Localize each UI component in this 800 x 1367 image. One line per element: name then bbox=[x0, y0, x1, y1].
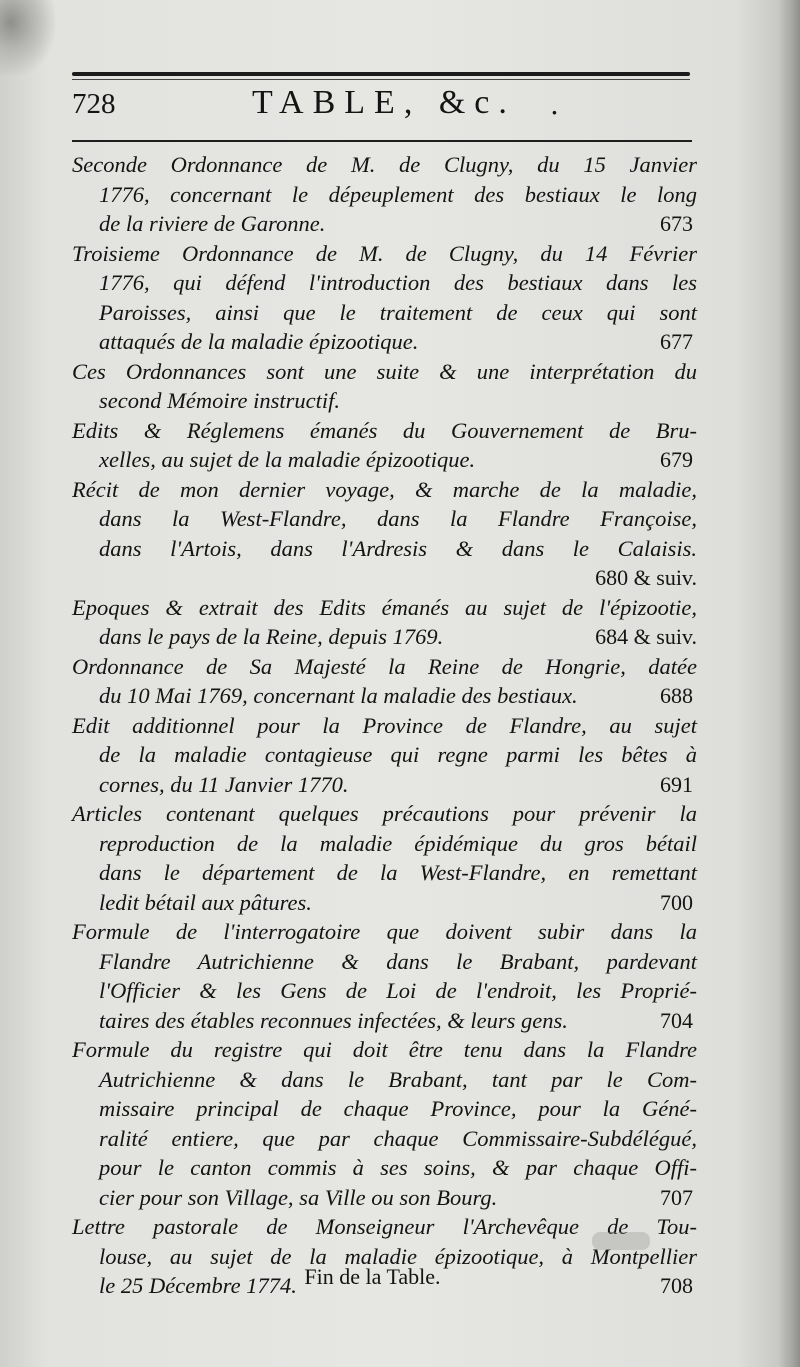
toc-page-number: 708 bbox=[660, 1273, 693, 1298]
toc-entry-line: ralité entiere, que par chaque Commissaire-Subdélégué, bbox=[99, 1125, 697, 1151]
toc-page-number: 680 & suiv. bbox=[595, 565, 697, 590]
toc-entry-line: Formule de l'interrogatoire que doivent subir dans la bbox=[72, 919, 697, 944]
toc-entry-line: Edit additionnel pour la Province de Flandre, au sujet bbox=[72, 712, 697, 738]
toc-entry bbox=[72, 711, 697, 800]
header-dot: . bbox=[550, 88, 559, 121]
toc-entry-line: 1776, qui défend l'introduction des bestiaux dans les bbox=[99, 270, 697, 295]
toc-entry bbox=[72, 593, 697, 652]
toc-entry bbox=[72, 799, 697, 917]
toc-entry-line bbox=[72, 681, 697, 711]
ink-smudge bbox=[592, 1232, 650, 1250]
toc-entry-line: Récit de mon dernier voyage, & marche de la maladie, bbox=[72, 476, 697, 502]
toc-entry-line bbox=[72, 209, 697, 239]
toc-entry-line bbox=[72, 327, 697, 357]
toc-entry bbox=[72, 416, 697, 475]
toc-page-number: 700 bbox=[660, 889, 693, 915]
toc-page-number: 688 bbox=[660, 683, 693, 708]
toc-entry-line: louse, au sujet de la maladie épizootique, à Montpellier bbox=[99, 1243, 697, 1269]
page-number: 728 bbox=[72, 88, 116, 120]
toc-entry-text: xelles, au sujet de la maladie épizootique. bbox=[99, 447, 476, 472]
toc-entry-line bbox=[72, 563, 697, 593]
toc-page-number: 704 bbox=[660, 1007, 693, 1033]
toc-entry-text: du 10 Mai 1769, concernant la maladie des bestiaux. bbox=[99, 683, 578, 708]
toc-entry-text: de la riviere de Garonne. bbox=[99, 211, 326, 236]
toc-entry bbox=[72, 1035, 697, 1212]
toc-entry-line: l'Officier & les Gens de Loi de l'endroit, les Proprié- bbox=[99, 978, 697, 1003]
toc-entry-line bbox=[72, 1006, 697, 1036]
toc-entry bbox=[72, 917, 697, 1035]
toc-entry-text: cornes, du 11 Janvier 1770. bbox=[99, 771, 349, 797]
toc-entry-line: Ordonnance de Sa Majesté la Reine de Hongrie, datée bbox=[72, 653, 697, 679]
toc-entry bbox=[72, 357, 697, 416]
toc-entry-text: attaqués de la maladie épizootique. bbox=[99, 329, 419, 354]
toc-page-number: 684 & suiv. bbox=[595, 624, 697, 649]
toc-entry-line: Flandre Autrichienne & dans le Brabant, pardevant bbox=[99, 948, 697, 974]
toc-entry-text: taires des étables reconnues infectées, & leurs gens. bbox=[99, 1007, 568, 1033]
toc-entry-line: second Mémoire instructif. bbox=[99, 388, 340, 413]
toc-entry-line bbox=[72, 622, 697, 652]
toc-entry bbox=[72, 239, 697, 357]
toc-entry-line: pour le canton commis à ses soins, & par chaque Offi- bbox=[99, 1155, 697, 1180]
toc-page-number: 677 bbox=[660, 329, 693, 354]
toc-entry bbox=[72, 475, 697, 593]
toc-entry-line: Epoques & extrait des Edits émanés au sujet de l'épizootie, bbox=[72, 594, 697, 620]
header-rule bbox=[72, 140, 692, 142]
toc-page-number: 707 bbox=[660, 1184, 693, 1210]
toc-entry-text: le 25 Décembre 1774. bbox=[99, 1273, 297, 1298]
toc-entry-line bbox=[72, 1183, 697, 1213]
toc-page-number: 691 bbox=[660, 771, 693, 797]
toc-entry-line bbox=[72, 445, 697, 475]
page-gutter-shadow bbox=[778, 0, 800, 1367]
toc-entry-line: dans le département de la West-Flandre, en remettant bbox=[99, 860, 697, 885]
toc-entry-line: missaire principal de chaque Province, pour la Géné- bbox=[99, 1096, 697, 1121]
toc-entry-text: dans le pays de la Reine, depuis 1769. bbox=[99, 624, 444, 649]
toc-entry-line: Edits & Réglemens émanés du Gouvernement de Bru- bbox=[72, 417, 697, 443]
toc-entry-line: Autrichienne & dans le Brabant, tant par le Com- bbox=[99, 1066, 697, 1092]
toc-entry-line: Seconde Ordonnance de M. de Clugny, du 15 Janvier bbox=[72, 152, 697, 177]
toc-entry-line: Ces Ordonnances sont une suite & une interprétation du bbox=[72, 358, 697, 384]
toc-entry-line bbox=[72, 770, 697, 800]
page-stain bbox=[0, 0, 55, 75]
running-title: TABLE, &c. bbox=[252, 84, 516, 121]
end-of-table: Fin de la Table. bbox=[304, 1264, 441, 1289]
toc-entry-line: Paroisses, ainsi que le traitement de ceux qui sont bbox=[99, 299, 697, 325]
toc-entry-line: dans la West-Flandre, dans la Flandre Françoise, bbox=[99, 506, 697, 531]
toc-page-number: 679 bbox=[660, 447, 693, 472]
toc-page-number: 673 bbox=[660, 211, 693, 236]
toc-entry-text: cier pour son Village, sa Ville ou son Bourg. bbox=[99, 1184, 498, 1210]
toc-entry-line: Lettre pastorale de Monseigneur l'Archevêque de Tou- bbox=[72, 1214, 697, 1239]
running-header bbox=[72, 84, 692, 132]
toc-entry-line: reproduction de la maladie épidémique du gros bétail bbox=[99, 830, 697, 856]
toc-entry-line: Formule du registre qui doit être tenu dans la Flandre bbox=[72, 1037, 697, 1062]
table-of-contents bbox=[72, 150, 697, 1301]
toc-entry bbox=[72, 150, 697, 239]
toc-entry-line: de la maladie contagieuse qui regne parmi les bêtes à bbox=[99, 742, 697, 767]
toc-entry-line bbox=[72, 888, 697, 918]
toc-entry-line: dans l'Artois, dans l'Ardresis & dans le Calaisis. bbox=[99, 535, 697, 561]
toc-entry-text: ledit bétail aux pâtures. bbox=[99, 889, 312, 915]
toc-entry bbox=[72, 652, 697, 711]
top-rule bbox=[72, 72, 690, 76]
top-rule-thin bbox=[72, 79, 690, 80]
toc-entry-line: Troisieme Ordonnance de M. de Clugny, du 14 Février bbox=[72, 240, 697, 266]
toc-entry-line: Articles contenant quelques précautions pour prévenir la bbox=[72, 801, 697, 826]
toc-entry-line: 1776, concernant le dépeuplement des bestiaux le long bbox=[99, 181, 697, 207]
